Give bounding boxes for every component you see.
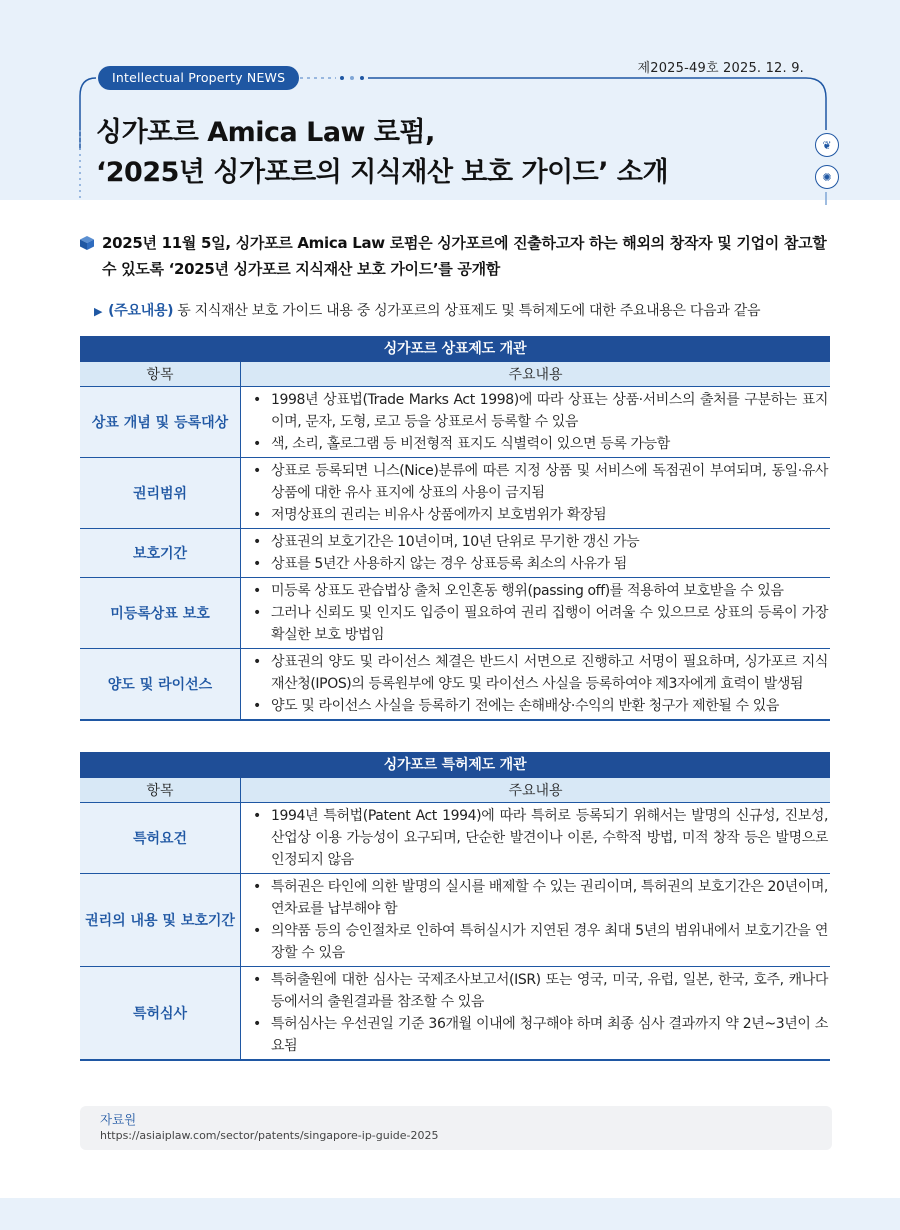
trademark-table-title: 싱가포르 상표제도 개관 [80, 336, 830, 362]
bullet-item: • 미등록 상표도 관습법상 출처 오인혼동 행위(passing off)를 적용하여 보호받을 수 있음 [247, 580, 828, 602]
column-header-content: 주요내용 [241, 778, 831, 803]
row-item-label: 특허심사 [80, 967, 241, 1061]
summary-text: 2025년 11월 5일, 싱가포르 Amica Law 로펌은 싱가포르에 진출하고자 하는 해외의 창작자 및 기업이 참고할 수 있도록 ‘2025년 싱가포르 지식재산 보호 가이드’를 공개함 [102, 234, 827, 278]
cube-bullet-icon [80, 236, 94, 250]
row-item-label: 양도 및 라이선스 [80, 649, 241, 721]
row-content [241, 649, 831, 721]
row-content [241, 578, 831, 649]
column-header-item: 항목 [80, 362, 241, 387]
row-item-label: 특허요건 [80, 803, 241, 874]
bullet-item: • 양도 및 라이선스 사실을 등록하기 전에는 손해배상·수익의 반환 청구가 제한될 수 있음 [247, 695, 828, 717]
bullet-item: • 저명상표의 권리는 비유사 상품에까지 보호범위가 확장됨 [247, 504, 828, 526]
globe-badge-icon: ✺ [815, 165, 839, 189]
table-row [80, 529, 830, 578]
table-row [80, 803, 830, 874]
bullet-item: • 1998년 상표법(Trade Marks Act 1998)에 따라 상표는 상품·서비스의 출처를 구분하는 표지이며, 문자, 도형, 로고 등을 상표로서 등록할 수 있음 [247, 389, 828, 433]
row-item-label: 권리범위 [80, 458, 241, 529]
sub-note-text: 동 지식재산 보호 가이드 내용 중 싱가포르의 상표제도 및 특허제도에 대한 주요내용은 다음과 같음 [177, 303, 761, 319]
sub-note-label: (주요내용) [108, 303, 174, 319]
row-item-label: 상표 개념 및 등록대상 [80, 387, 241, 458]
bullet-item: • 상표권의 양도 및 라이선스 체결은 반드시 서면으로 진행하고 서명이 필요하며, 싱가포르 지식재산청(IPOS)의 등록원부에 양도 및 라이선스 사실을 등록하여야 제3자에게 효력이 발생됨 [247, 651, 828, 695]
row-content [241, 458, 831, 529]
table-row [80, 387, 830, 458]
source-url: https://asiaiplaw.com/sector/patents/singapore-ip-guide-2025 [100, 1129, 439, 1142]
row-content [241, 967, 831, 1061]
trademark-table [80, 336, 830, 721]
row-item-label: 미등록상표 보호 [80, 578, 241, 649]
triangle-arrow-icon: ▶ [94, 305, 103, 318]
column-header-item: 항목 [80, 778, 241, 803]
source-label: 자료원 [100, 1112, 137, 1127]
row-content [241, 874, 831, 967]
issue-info: 제2025-49호 2025. 12. 9. [637, 61, 804, 76]
bullet-item: • 상표로 등록되면 니스(Nice)분류에 따른 지정 상품 및 서비스에 독점권이 부여되며, 동일·유사 상품에 대한 유사 표지에 상표의 사용이 금지됨 [247, 460, 828, 504]
bullet-item: • 특허출원에 대한 심사는 국제조사보고서(ISR) 또는 영국, 미국, 유럽, 일본, 한국, 호주, 캐나다 등에서의 출원결과를 참조할 수 있음 [247, 969, 828, 1013]
bullet-item: • 의약품 등의 승인절차로 인하여 특허실시가 지연된 경우 최대 5년의 범위내에서 보호기간을 연장할 수 있음 [247, 920, 828, 964]
bullet-item: • 1994년 특허법(Patent Act 1994)에 따라 특허로 등록되기 위해서는 발명의 신규성, 진보성, 산업상 이용 가능성이 요구되며, 단순한 발견이나 이론, 수학적 방법, 미적 창작 등은 발명으로 인정되지 않음 [247, 805, 828, 871]
source-box [80, 1106, 832, 1150]
table-row [80, 458, 830, 529]
row-content [241, 387, 831, 458]
bullet-item: • 특허권은 타인에 의한 발명의 실시를 배제할 수 있는 권리이며, 특허권의 보호기간은 20년이며, 연차료를 납부해야 함 [247, 876, 828, 920]
patent-table [80, 752, 830, 1061]
page-title [96, 113, 668, 193]
patent-table-title: 싱가포르 특허제도 개관 [80, 752, 830, 778]
title-line-2: ‘2025년 싱가포르의 지식재산 보호 가이드’ 소개 [96, 157, 669, 188]
row-item-label: 권리의 내용 및 보호기간 [80, 874, 241, 967]
bullet-item: • 그러나 신뢰도 및 인지도 입증이 필요하여 권리 집행이 어려울 수 있으므로 상표의 등록이 가장 확실한 보호 방법임 [247, 602, 828, 646]
news-label: Intellectual Property NEWS [98, 66, 299, 90]
row-content [241, 529, 831, 578]
bullet-item: • 특허심사는 우선권일 기준 36개월 이내에 청구해야 하며 최종 심사 결과까지 약 2년~3년이 소요됨 [247, 1013, 828, 1057]
footer-background [0, 1198, 900, 1230]
sub-note [94, 300, 834, 320]
row-item-label: 보호기간 [80, 529, 241, 578]
title-line-1: 싱가포르 Amica Law 로펌, [96, 117, 435, 148]
bullet-item: • 상표를 5년간 사용하지 않는 경우 상표등록 최소의 사유가 됨 [247, 553, 828, 575]
bullet-item: • 상표권의 보호기간은 10년이며, 10년 단위로 무기한 갱신 가능 [247, 531, 828, 553]
column-header-content: 주요내용 [241, 362, 831, 387]
table-row [80, 578, 830, 649]
table-row [80, 967, 830, 1061]
bullet-item: • 색, 소리, 홀로그램 등 비전형적 표지도 식별력이 있으면 등록 가능함 [247, 433, 828, 455]
table-row [80, 874, 830, 967]
leaf-badge-icon: ❦ [815, 133, 839, 157]
summary-section [80, 230, 840, 282]
row-content [241, 803, 831, 874]
table-row [80, 649, 830, 721]
